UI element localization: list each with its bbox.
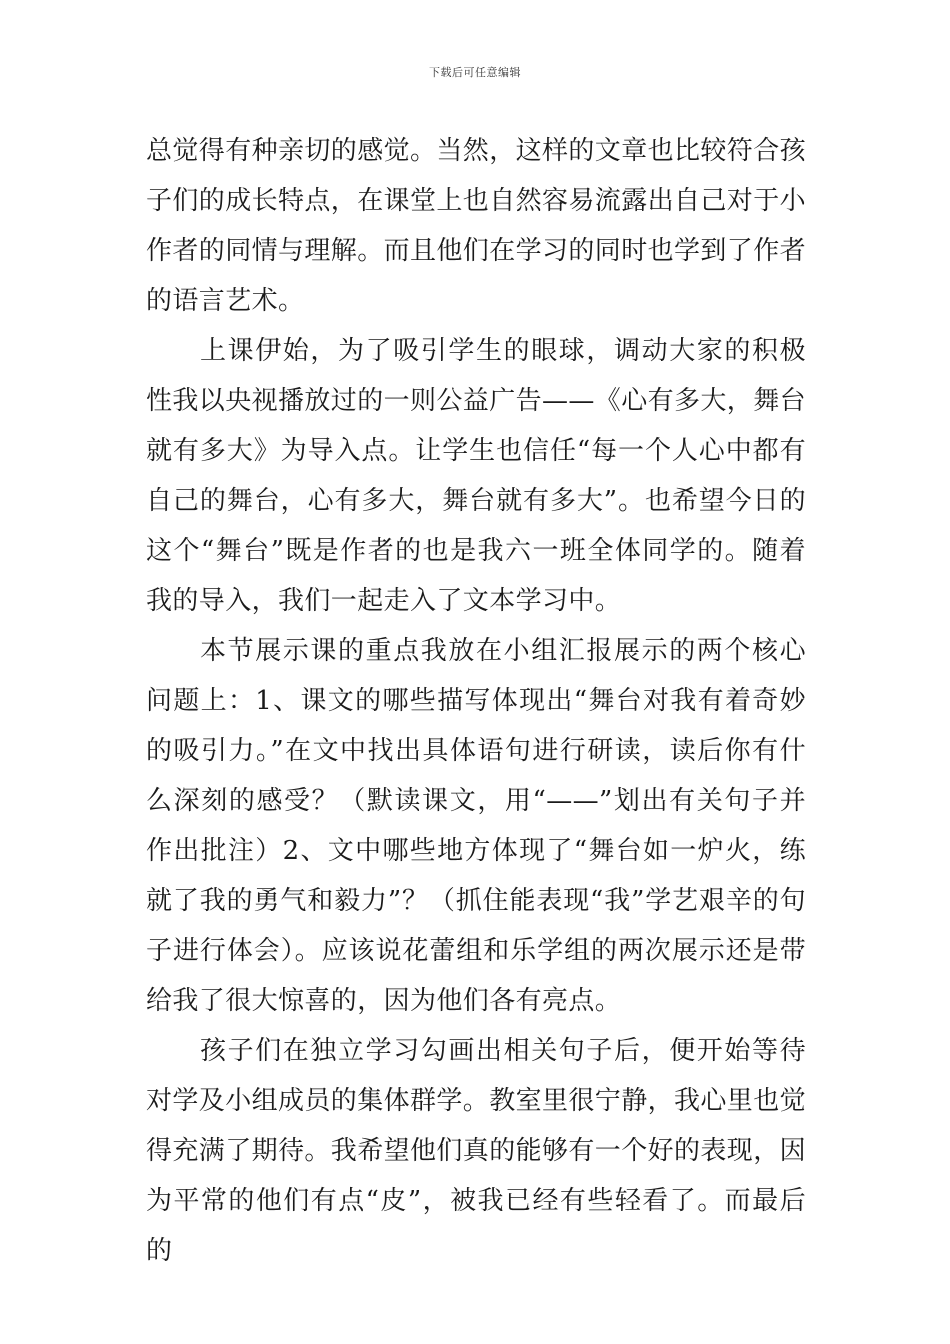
paragraph-continuation: 总觉得有种亲切的感觉。当然，这样的文章也比较符合孩子们的成长特点，在课堂上也自然容易流露出自己对于小作者的同情与理解。而且他们在学习的同时也学到了作者的语言艺术。 (146, 136, 807, 316)
paragraph-group-study: 孩子们在独立学习勾画出相关句子后，便开始等待对学及小组成员的集体群学。教室里很宁静，我心里也觉得充满了期待。我希望他们真的能够有一个好的表现，因为平常的他们有点“皮”，被我已经有些轻看了。而最后的 (146, 1036, 807, 1266)
paragraph-key-questions: 本节展示课的重点我放在小组汇报展示的两个核心问题上：1、课文的哪些描写体现出“舞台对我有着奇妙的吸引力。”在文中找出具体语句进行研读，读后你有什么深刻的感受？（默读课文，用“——”划出有关句子并作出批注）2、文中哪些地方体现了“舞台如一炉火，练就了我的勇气和毅力”？（抓住能表现“我”学艺艰辛的句子进行体会）。应该说花蕾组和乐学组的两次展示还是带给我了很大惊喜的，因为他们各有亮点。 (146, 636, 806, 1016)
document-body (146, 126, 806, 1276)
page-header: 下载后可任意编辑 (429, 66, 521, 79)
paragraph-lesson-intro: 上课伊始，为了吸引学生的眼球，调动大家的积极性我以央视播放过的一则公益广告——《心有多大，舞台就有多大》为导入点。让学生也信任“每一个人心中都有自己的舞台，心有多大，舞台就有多大”。也希望今日的这个“舞台”既是作者的也是我六一班全体同学的。随着我的导入，我们一起走入了文本学习中。 (146, 336, 807, 616)
